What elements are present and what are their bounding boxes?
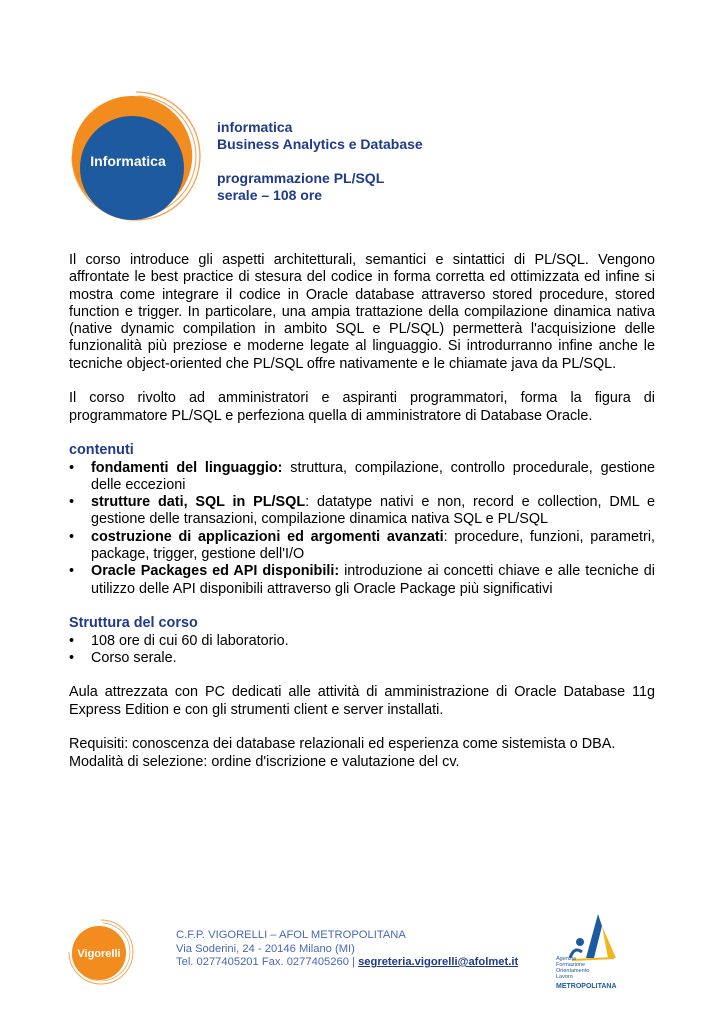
modalita-line: Modalità di selezione: ordine d'iscrizione e valutazione del cv. — [69, 753, 460, 770]
item-text: : procedure, funzioni, parametri, package, trigger, gestione dell'I/O — [91, 528, 656, 563]
list-item — [69, 494, 655, 529]
item-title: strutture dati, SQL in PL/SQL — [91, 494, 306, 511]
course-header — [217, 119, 423, 204]
list-item — [69, 460, 655, 495]
afol-line: Formazione — [556, 962, 586, 968]
contenuti-heading: contenuti — [69, 442, 134, 459]
contenuti-list — [69, 460, 655, 598]
struttura-list — [69, 633, 655, 668]
bullet-icon: • — [69, 632, 75, 649]
bullet-icon: • — [69, 563, 75, 580]
item-text: Corso serale. — [91, 649, 177, 666]
footer-org: C.F.P. VIGORELLI – AFOL METROPOLITANA — [176, 929, 406, 941]
footer-address: Via Soderini, 24 - 20146 Milano (MI) — [176, 942, 355, 955]
afol-metropolitana-logo — [552, 912, 628, 992]
list-item — [69, 650, 655, 667]
subcategory-title: Business Analytics e Database — [217, 136, 423, 152]
afol-line: Lavoro — [556, 974, 573, 980]
list-item — [69, 563, 655, 598]
item-title: costruzione di applicazioni ed argomenti avanzati — [91, 528, 444, 545]
list-item — [69, 529, 655, 564]
bullet-icon: • — [69, 649, 75, 666]
bullet-icon: • — [69, 528, 75, 545]
item-title: Oracle Packages ed API disponibili: — [91, 563, 340, 580]
item-text: 108 ore di cui 60 di laboratorio. — [91, 632, 289, 649]
course-description — [69, 252, 655, 771]
course-title: programmazione PL/SQL — [217, 170, 385, 186]
footer-contacts — [176, 929, 518, 970]
target-paragraph: Il corso rivolto ad amministratori e aspiranti programmatori, forma la figura di programmatore PL/SQL e perfeziona quella di amministratore di Database Oracle. — [69, 390, 655, 424]
footer-phones: Tel. 0277405201 Fax. 0277405260 | — [176, 956, 355, 968]
bullet-icon: • — [69, 494, 75, 511]
vigorelli-label: Vigorelli — [77, 948, 121, 960]
aula-paragraph: Aula attrezzata con PC dedicati alle attività di amministrazione di Oracle Database 11g Express Edition e con gli strumenti client e server installati. — [69, 684, 655, 718]
list-item — [69, 633, 655, 650]
course-duration: serale – 108 ore — [217, 187, 323, 203]
item-text: : datatype nativi e non, record e collection, DML e gestione delle transazioni, compilazione dinamica nativa SQL e PL/SQL — [91, 494, 655, 528]
item-text: struttura, compilazione, controllo procedurale, gestione delle eccezioni — [91, 459, 656, 493]
vigorelli-logo — [66, 917, 136, 987]
informatica-logo — [66, 86, 206, 226]
item-title: fondamenti del linguaggio: — [91, 459, 283, 476]
category-title: informatica — [217, 119, 293, 135]
item-text: introduzione ai concetti chiave e alle tecniche di utilizzo delle API disponibili attraverso gli Oracle Package più significativi — [91, 563, 655, 597]
struttura-heading: Struttura del corso — [69, 615, 198, 632]
afol-line: Orientamento — [556, 968, 590, 974]
bullet-icon: • — [69, 459, 75, 476]
afol-name: METROPOLITANA — [556, 983, 617, 990]
afol-line: Agenzia — [556, 956, 576, 962]
logo-label: Informatica — [90, 153, 166, 169]
intro-paragraph: Il corso introduce gli aspetti architetturali, semantici e sintattici di PL/SQL. Vengono affrontate le best practice di stesura del codice in forma corretta ed ottimizzata ed infine si mostra come integrare il codice in Oracle database attraverso stored procedure, stored function e trigger. In particolare, una ampia trattazione della compilazione dinamica nativa (native dynamic compilation in ambito SQL e PL/SQL) permetterà l'acquisizione delle funzionalità più preziose e moderne legate al linguaggio. Si introdurranno infine anche le tecniche object-oriented che PL/SQL offre nativamente e le chiamate java da PL/SQL. — [69, 252, 655, 372]
requisiti-line: Requisiti: conoscenza dei database relazionali ed esperienza come sistemista o DBA. — [69, 736, 616, 753]
email-link[interactable]: segreteria.vigorelli@afolmet.it — [358, 956, 519, 968]
